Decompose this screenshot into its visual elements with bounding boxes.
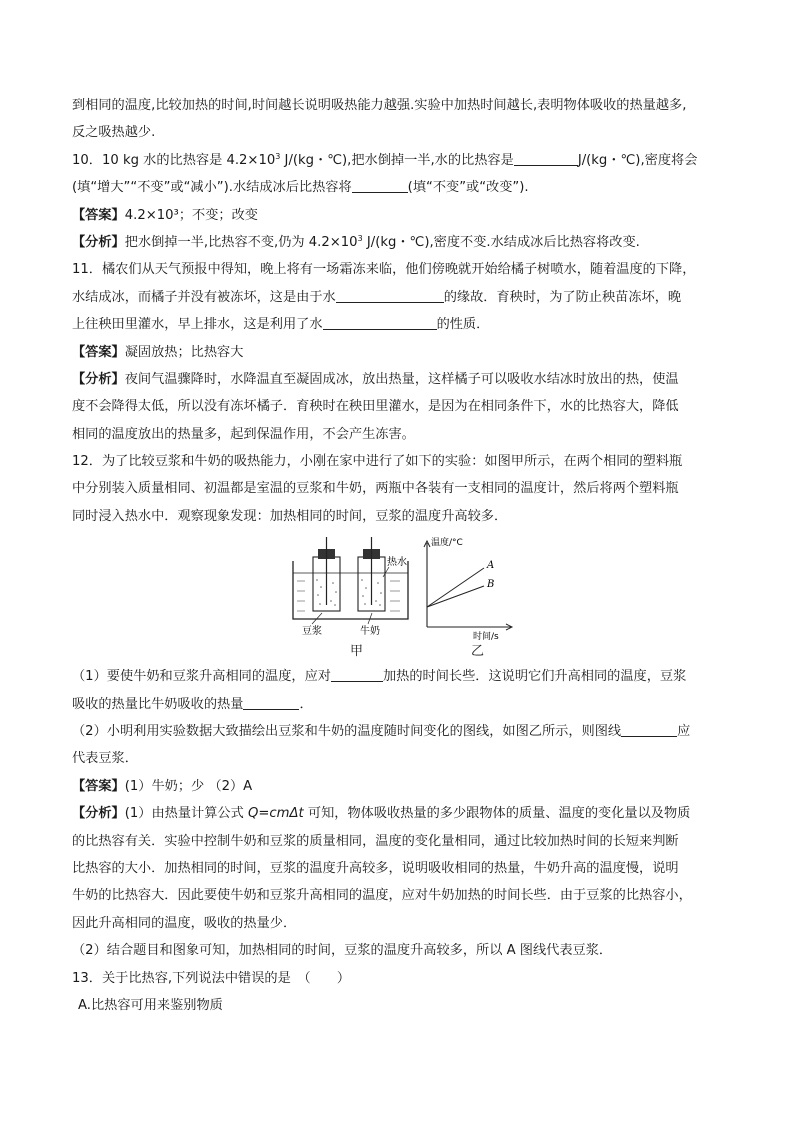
question-10-stem	[72, 174, 732, 201]
question-12-sub2	[72, 718, 732, 745]
answer-tag: 【答案】	[72, 344, 125, 360]
analysis-text: 把水倒掉一半,比热容不变,仍为 4.2×10	[124, 234, 358, 250]
y-axis-label: 温度/°C	[431, 538, 463, 549]
question-12-analysis: 牛奶的比热容大．因此要使牛奶和豆浆升高相同的温度，应对牛奶加热的时间长些．由于豆浆的比热容小，	[72, 888, 692, 904]
label-soy-milk: 豆浆	[302, 626, 322, 638]
paragraph-line: 到相同的温度,比较加热的时间,时间越长说明吸热能力越强.实验中加热时间越长,表明物体吸收的热量越多,	[72, 98, 687, 113]
question-12-stem: 12．为了比较豆浆和牛奶的吸热能力，小刚在家中进行了如下的实验：如图甲所示，在两个相同的塑料瓶	[72, 454, 683, 470]
stem-text: J/(kg・℃),密度将会	[577, 152, 698, 168]
answer-text: (1）牛奶；少 （2）A	[124, 778, 253, 794]
question-13-option-a: A.比热容可用来鉴别物质	[78, 997, 223, 1013]
figure-caption-yi: 乙	[471, 644, 485, 660]
line-a-label: A	[487, 560, 495, 572]
document-page	[72, 92, 732, 1019]
heat-formula: Q=cmΔt	[247, 806, 304, 822]
question-12-analysis: 的比热容有关．实验中控制牛奶和豆浆的质量相同，温度的变化量相同，通过比较加热时间的长短来判断	[72, 833, 679, 849]
answer-blank	[621, 722, 677, 737]
paragraph-line: 反之吸热越少.	[72, 125, 156, 141]
stem-text: 的性质．	[436, 317, 490, 333]
answer-blank	[331, 667, 383, 682]
experiment-figure	[72, 535, 732, 660]
line-b-label: B	[487, 579, 495, 591]
question-11-analysis: 相同的温度放出的热量多，起到保温作用，不会产生冻害。	[72, 426, 415, 442]
question-11-answer	[72, 339, 732, 366]
question-10-stem	[72, 147, 732, 174]
question-11-stem: 11．橘农们从天气预报中得知，晚上将有一场霜冻来临，他们傍晚就开始给橘子树喷水，随着温度的下降，	[72, 262, 696, 278]
question-12-stem: 中分别装入质量相同、初温都是室温的豆浆和牛奶，两瓶中各装有一支相同的温度计，然后将两个塑料瓶	[72, 481, 679, 497]
stem-text: 应	[677, 724, 691, 740]
x-axis-label: 时间/s	[473, 632, 499, 643]
stem-text: 加热的时间长些．这说明它们升高相同的温度，豆浆	[382, 669, 687, 685]
answer-blank	[243, 695, 299, 710]
label-hot-water: 热水	[387, 557, 407, 569]
question-12-analysis: 因此升高相同的温度，吸收的热量少．	[72, 915, 297, 931]
answer-blank	[514, 151, 578, 166]
stem-text: 上往秧田里灌水，早上排水，这是利用了水	[72, 317, 323, 333]
beaker-outline	[293, 561, 408, 619]
superscript: 3	[357, 233, 363, 243]
question-12-sub1	[72, 663, 732, 690]
analysis-tag: 【分析】	[72, 234, 125, 250]
question-12-sub1	[72, 691, 732, 718]
figure-drawing	[290, 535, 520, 643]
question-12-sub2: 代表豆浆．	[72, 751, 138, 767]
answer-blank	[323, 315, 437, 330]
question-12-analysis	[72, 800, 732, 827]
question-12-stem: 同时浸入热水中．观察现象发现：加热相同的时间，豆浆的温度升高较多．	[72, 508, 508, 524]
stem-text: 吸收的热量比牛奶吸收的热量	[72, 696, 244, 712]
stem-text: (填“不变”或“改变”).	[407, 180, 529, 196]
question-11-analysis	[72, 366, 732, 393]
question-12-answer	[72, 773, 732, 800]
answer-tag: 【答案】	[72, 778, 125, 794]
question-10-answer	[72, 202, 732, 229]
question-11-stem	[72, 311, 732, 338]
stem-text: （1）要使牛奶和豆浆升高相同的温度，应对	[72, 669, 331, 685]
superscript: 3	[275, 151, 281, 161]
graph-line-b	[427, 586, 484, 607]
stem-text: 水结成冰，而橘子并没有被冻坏，这是由于水	[72, 289, 336, 305]
stem-text: 的缘故．育秧时，为了防止秧苗冻坏，晚	[443, 289, 682, 305]
analysis-text: 夜间气温骤降时，水降温直至凝固成冰，放出热量，这样橘子可以吸收水结冰时放出的热，使温	[124, 371, 679, 387]
answer-text: 4.2×10³；不变；改变	[124, 207, 258, 223]
answer-blank	[352, 178, 408, 193]
graph-line-a	[427, 568, 484, 607]
analysis-text: (1）由热量计算公式	[124, 806, 248, 822]
answer-text: 凝固放热；比热容大	[124, 344, 244, 360]
question-11-stem	[72, 284, 732, 311]
label-milk: 牛奶	[360, 626, 380, 638]
question-12-analysis: （2）结合题目和图象可知，加热相同的时间，豆浆的温度升高较多，所以 A 图线代表豆浆．	[72, 943, 613, 959]
question-13-stem: 13．关于比热容,下列说法中错误的是 （ ）	[72, 970, 351, 986]
analysis-text: 可知，物体吸收热量的多少跟物体的质量、温度的变化量以及物质	[303, 806, 691, 822]
stem-text: ．	[299, 696, 313, 712]
answer-blank	[336, 288, 444, 303]
stem-text: （2）小明利用实验数据大致描绘出豆浆和牛奶的温度随时间变化的图线，如图乙所示，则图线	[72, 724, 622, 740]
leader-line	[383, 567, 389, 577]
question-11-analysis: 度不会降得太低，所以没有冻坏橘子．育秧时在秧田里灌水，是因为在相同条件下，水的比热容大，降低	[72, 399, 679, 415]
stem-text: 10．10 kg 水的比热容是 4.2×10	[72, 152, 276, 168]
question-10-analysis	[72, 229, 732, 256]
figure-caption-jia: 甲	[350, 644, 364, 660]
question-12-analysis: 比热容的大小．加热相同的时间，豆浆的温度升高较多，说明吸收相同的热量，牛奶升高的温度慢，说明	[72, 860, 679, 876]
answer-tag: 【答案】	[72, 207, 125, 223]
stem-text: (填“增大”“不变”或“减小”).水结成冰后比热容将	[72, 180, 352, 196]
analysis-tag: 【分析】	[72, 371, 125, 387]
analysis-text: J/(kg・℃),密度不变.水结成冰后比热容将改变.	[362, 234, 640, 250]
analysis-tag: 【分析】	[72, 806, 125, 822]
stem-text: J/(kg・℃),把水倒掉一半,水的比热容是	[280, 152, 514, 168]
